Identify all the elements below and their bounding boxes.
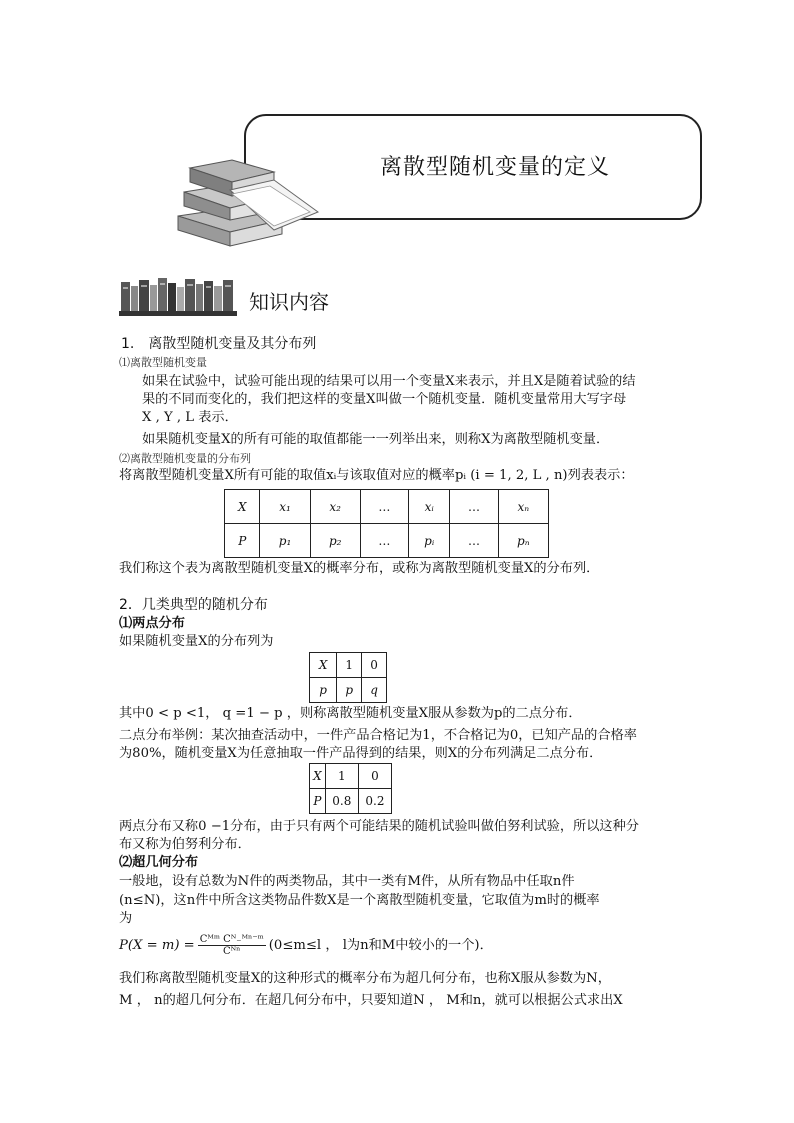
table-cell: X [225,490,260,524]
table-cell: pᵢ [409,524,450,558]
formula-rhs: (0≤m≤l ， l为n和M中较小的一个)． [268,937,493,953]
paragraph-line: M ， n的超几何分布．在超几何分布中，只要知道N ， M和n，就可以根据公式求出X [119,993,623,1008]
paragraph-line: 一般地，设有总数为N件的两类物品，其中一类有M件，从所有物品中任取n件 [119,874,575,889]
table-cell: X [310,653,337,678]
table-cell: 1 [325,764,358,789]
books-illustration-icon [170,150,320,250]
paragraph-line: 两点分布又称0 −1分布，由于只有两个可能结果的随机试验叫做伯努利试验，所以这种分 [119,819,639,834]
subheading-1-1: ⑴离散型随机变量 [119,356,207,369]
paragraph-line: X , Y , L 表示． [142,410,238,425]
page-title: 离散型随机变量的定义 [379,155,610,180]
section-title: 知识内容 [249,290,329,314]
paragraph-line: 其中0 < p <1， q =1 − p ，则称离散型随机变量X服从参数为p的二点分布． [119,706,582,721]
table-cell: … [360,490,408,524]
table-cell: … [360,524,408,558]
paragraph-line: 二点分布举例：某次抽查活动中，一件产品合格记为1，不合格记为0，已知产品的合格率 [119,728,637,743]
formula-numerator: Cᴹᵐ Cᴺ₋ᴹⁿ⁻ᵐ [199,934,264,945]
paragraph-line: 如果随机变量X的分布列为 [119,634,274,649]
heading-1: 1. 离散型随机变量及其分布列 [121,336,317,352]
table-cell: x₁ [260,490,310,524]
hypergeometric-formula [119,934,493,957]
paragraph-line: 为80%，随机变量X为任意抽取一件产品得到的结果，则X的分布列满足二点分布． [119,746,603,761]
table-cell: 0.8 [325,789,358,814]
paragraph-line: 如果随机变量X的所有可能的取值都能一一列举出来，则称X为离散型随机变量． [142,432,610,447]
table-cell: … [450,490,498,524]
table-cell: 0 [362,653,387,678]
table-cell: 0 [358,764,391,789]
table-cell: P [225,524,260,558]
formula-lhs: P(X = m) = [119,937,195,953]
two-point-example-table [309,763,392,814]
paragraph-line: 布又称为伯努利分布． [119,837,251,852]
table-cell: q [362,678,387,703]
paragraph-line: 将离散型随机变量X所有可能的取值xᵢ与该取值对应的概率pᵢ (i = 1, 2, L , n)列表表示： [119,468,634,483]
subheading-2-2: ⑵超几何分布 [119,855,199,870]
paragraph-line: (n≤N)，这n件中所含这类物品件数X是一个离散型随机变量，它取值为m时的概率 [119,893,600,908]
table-cell: 1 [337,653,362,678]
table-cell: 0.2 [358,789,391,814]
table-cell: xᵢ [409,490,450,524]
paragraph-line: 果的不同而变化的，我们把这样的变量X叫做一个随机变量．随机变量常用大写字母 [142,392,627,407]
table-cell: P [310,789,326,814]
two-point-table [309,652,387,703]
table-cell: x₂ [310,490,360,524]
paragraph-line: 如果在试验中，试验可能出现的结果可以用一个变量X来表示，并且X是随着试验的结 [142,374,636,389]
formula-denominator: Cᴺⁿ [223,946,241,957]
paragraph-line: 我们称这个表为离散型随机变量X的概率分布，或称为离散型随机变量X的分布列． [119,561,600,576]
paragraph-line: 为 [119,911,133,926]
paragraph-line: 我们称离散型随机变量X的这种形式的概率分布为超几何分布，也称X服从参数为N， [119,971,611,986]
table-cell: … [450,524,498,558]
distribution-table [224,489,549,558]
bookshelf-icon [119,276,237,316]
subheading-1-2: ⑵离散型随机变量的分布列 [119,452,251,465]
heading-2: 2．几类典型的随机分布 [119,597,268,613]
table-cell: p [337,678,362,703]
subheading-2-1: ⑴两点分布 [119,616,185,631]
table-cell: X [310,764,326,789]
formula-fraction [198,934,266,957]
table-cell: p [310,678,337,703]
table-cell: p₁ [260,524,310,558]
table-cell: p₂ [310,524,360,558]
table-cell: pₙ [498,524,548,558]
table-cell: xₙ [498,490,548,524]
